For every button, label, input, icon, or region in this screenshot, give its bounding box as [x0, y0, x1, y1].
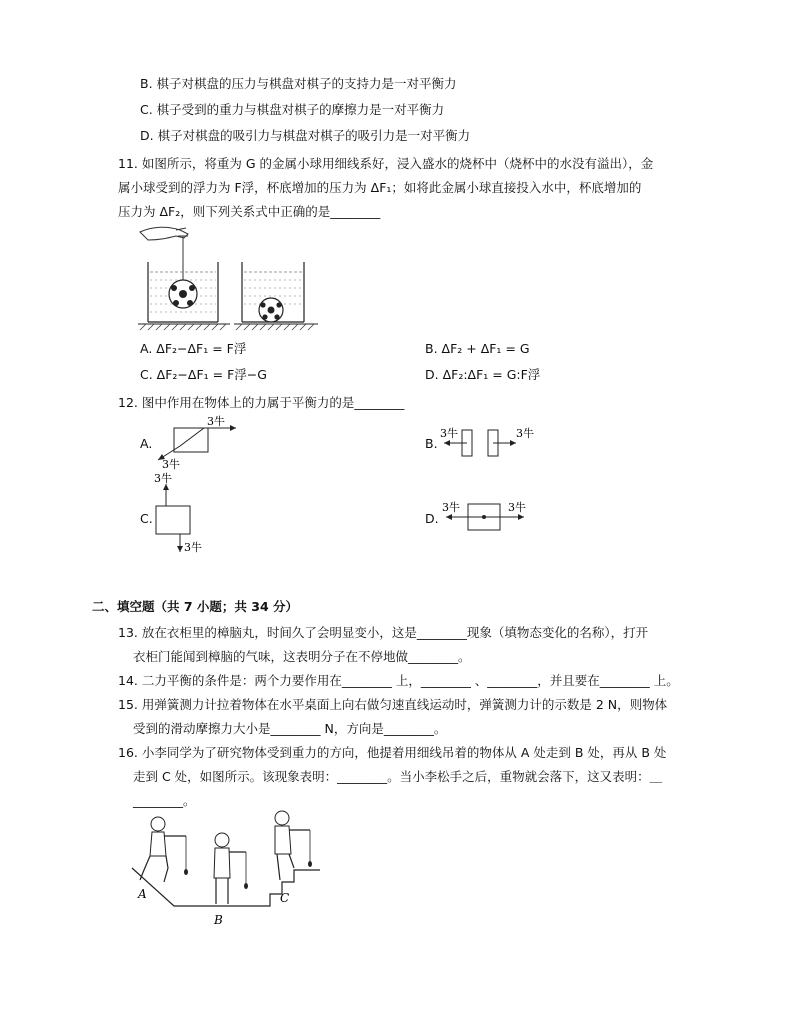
q16-label-c: C: [280, 891, 290, 905]
q12-d-force-left-label: 3牛: [442, 501, 460, 514]
q10-option-d: D. 棋子对棋盘的吸引力与棋盘对棋子的吸引力是一对平衡力: [140, 128, 471, 143]
q12-option-c-label: C.: [140, 511, 153, 526]
q12-b-force-right-label: 3牛: [516, 427, 534, 440]
q16-label-b: B: [214, 913, 223, 927]
q12-figure-b: [440, 424, 550, 460]
q16-line3: ________。: [133, 793, 196, 808]
section-2-title: 二、填空题（共 7 小题；共 34 分）: [92, 599, 299, 614]
q10-option-b: B. 棋子对棋盘的压力与棋盘对棋子的支持力是一对平衡力: [140, 76, 457, 91]
q12-figure-c: [150, 472, 220, 556]
q15-line1: 15. 用弹簧测力计拉着物体在水平桌面上向右做匀速直线运动时，弹簧测力计的示数是 2 N，则物体: [118, 697, 668, 712]
q12-c-force-down-label: 3牛: [184, 541, 202, 554]
q12-a-force-left-label: 3牛: [162, 458, 180, 470]
q11-stem-line2: 属小球受到的浮力为 F浮，杯底增加的压力为 ΔF₁；如将此金属小球直接投入水中，杯底增加的: [118, 180, 642, 195]
q12-b-force-left-label: 3牛: [440, 427, 458, 440]
q12-option-d-label: D.: [425, 511, 439, 526]
q11-beaker-figure: [138, 222, 328, 332]
q12-d-force-right-label: 3牛: [508, 501, 526, 514]
q13-line2: 衣柜门能闻到樟脑的气味，这表明分子在不停地做________。: [133, 649, 471, 664]
q16-staircase-figure: [130, 808, 330, 930]
q14-line1: 14. 二力平衡的条件是：两个力要作用在________ 上，________ 、________，并且要在________ 上。: [118, 673, 679, 688]
q11-stem-line1: 11. 如图所示，将重为 G 的金属小球用细线系好，浸入盛水的烧杯中（烧杯中的水没有溢出），金: [118, 156, 654, 171]
q16-line2: 走到 C 处，如图所示。该现象表明：________。当小李松手之后，重物就会落下，这又表明：＿: [133, 769, 663, 784]
q12-option-b-label: B.: [425, 436, 438, 451]
q16-line1: 16. 小李同学为了研究物体受到重力的方向，他提着用细线吊着的物体从 A 处走到 B 处，再从 B 处: [118, 745, 667, 760]
q12-figure-d: [440, 498, 540, 534]
q10-option-c: C. 棋子受到的重力与棋盘对棋子的摩擦力是一对平衡力: [140, 102, 445, 117]
q11-option-c: C. ΔF₂−ΔF₁ = F浮−G: [140, 367, 267, 382]
q15-line2: 受到的滑动摩擦力大小是________ N，方向是________。: [133, 721, 447, 736]
q12-stem: 12. 图中作用在物体上的力属于平衡力的是________: [118, 395, 405, 410]
q12-option-a-label: A.: [140, 436, 153, 451]
q12-c-force-up-label: 3牛: [154, 472, 172, 485]
q11-option-d: D. ΔF₂:ΔF₁ = G:F浮: [425, 367, 541, 382]
q16-label-a: A: [138, 887, 147, 901]
q13-line1: 13. 放在衣柜里的樟脑丸，时间久了会明显变小，这是________现象（填物态变化的名称），打开: [118, 625, 649, 640]
q11-stem-line3: 压力为 ΔF₂，则下列关系式中正确的是________: [118, 204, 381, 219]
q12-figure-a: [150, 414, 240, 470]
q12-a-force-right-label: 3牛: [207, 415, 225, 428]
q11-option-b: B. ΔF₂ + ΔF₁ = G: [425, 341, 530, 356]
q11-option-a: A. ΔF₂−ΔF₁ = F浮: [140, 341, 247, 356]
